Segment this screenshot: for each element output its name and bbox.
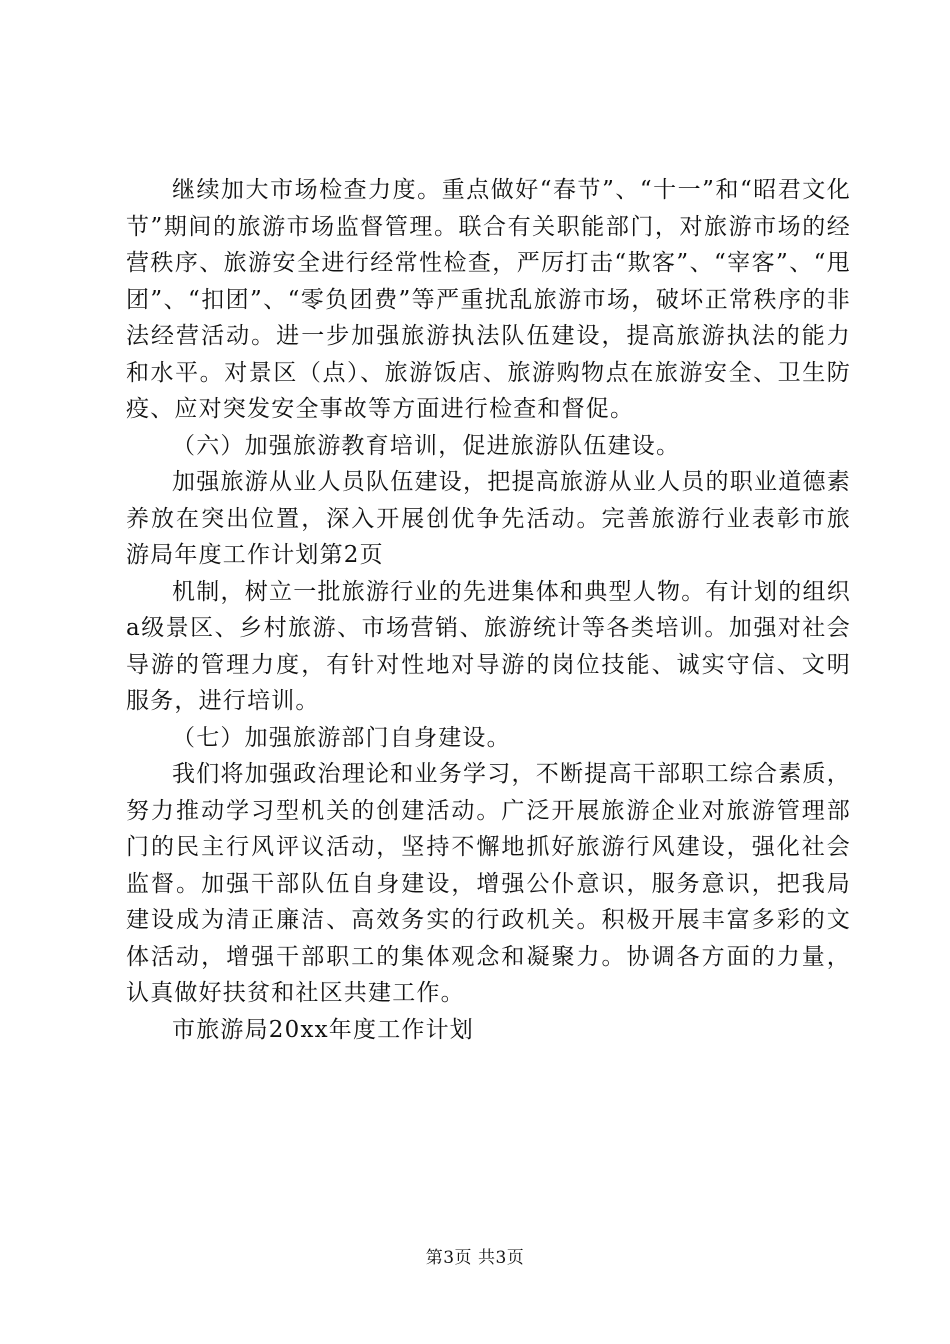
paragraph-staff-training: 加强旅游从业人员队伍建设，把提高旅游从业人员的职业道德素养放在突出位置，深入开展创优争先活动。完善旅游行业表彰市旅游局年度工作计划第2页 [126,469,851,568]
page-footer: 第3页 共3页 [425,1248,525,1268]
section-heading-six: （六）加强旅游教育培训，促进旅游队伍建设。 [172,432,681,459]
section-heading-seven: （七）加强旅游部门自身建设。 [172,724,511,751]
paragraph-market-inspection: 继续加大市场检查力度。重点做好“春节”、“十一”和“昭君文化节”期间的旅游市场监督管理。联合有关职能部门，对旅游市场的经营秩序、旅游安全进行经常性检查，严厉打击“欺客”、“宰客”、“甩团”、“扣团”、“零负团费”等严重扰乱旅游市场，破坏正常秩序的非法经营活动。进一步加强旅游执法队伍建设，提高旅游执法的能力和水平。对景区（点）、旅游饭店、旅游购物点在旅游安全、卫生防疫、应对突发安全事故等方面进行检查和督促。 [126,177,851,422]
paragraph-mechanism: 机制，树立一批旅游行业的先进集体和典型人物。有计划的组织a级景区、乡村旅游、市场营销、旅游统计等各类培训。加强对社会导游的管理力度，有针对性地对导游的岗位技能、诚实守信、文明服务，进行培训。 [126,578,851,714]
document-body [126,172,851,1048]
paragraph-closing-title: 市旅游局20xx年度工作计划 [172,1016,475,1043]
paragraph-self-building: 我们将加强政治理论和业务学习，不断提高干部职工综合素质，努力推动学习型机关的创建活动。广泛开展旅游企业对旅游管理部门的民主行风评议活动，坚持不懈地抓好旅游行风建设，强化社会监督。加强干部队伍自身建设，增强公仆意识，服务意识，把我局建设成为清正廉洁、高效务实的行政机关。积极开展丰富多彩的文体活动，增强干部职工的集体观念和凝聚力。协调各方面的力量，认真做好扶贫和社区共建工作。 [126,761,851,1006]
